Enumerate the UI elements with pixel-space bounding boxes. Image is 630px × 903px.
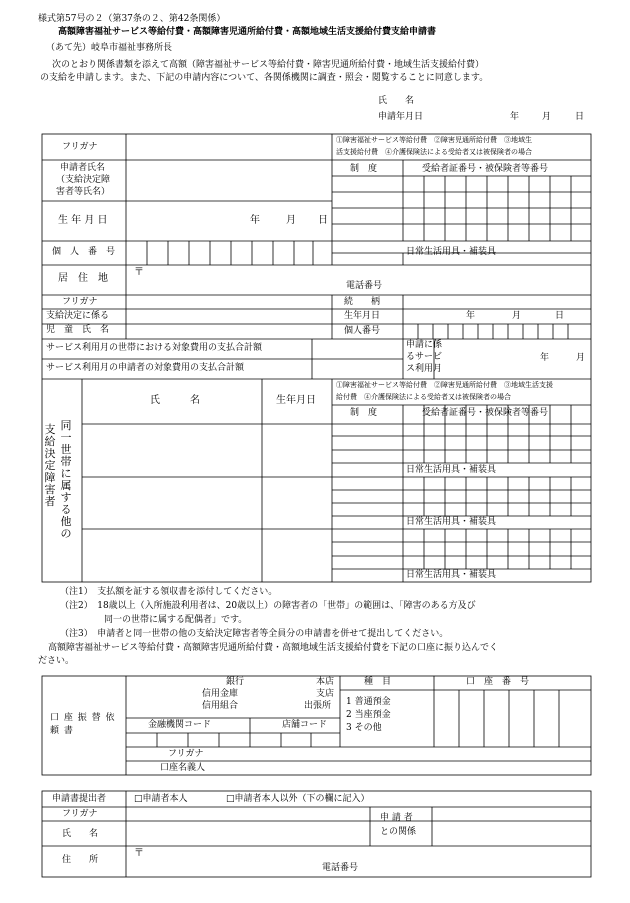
others-note-1: ①障害福祉サービス等給付費 ②障害児通所給付費 ③地域生活支援 — [336, 381, 553, 389]
submitter-postal-mark: 〒 — [134, 848, 144, 859]
submitter-self-checkbox[interactable]: □申請者本人 — [134, 794, 188, 804]
child-kojin-label: 個人番号 — [344, 326, 381, 336]
note-2a: （注2） 18歳以上（入所施設利用者は、20歳以上）の障害者の「世帯」の範囲は、「障害のある方及び — [60, 601, 476, 611]
child-furigana-label: フリガナ — [62, 297, 98, 307]
bank-code-label: 金融機関コード — [148, 720, 212, 730]
date-day: 日 — [575, 112, 585, 122]
nichijo-label: 日常生活用具・補装具 — [406, 247, 497, 257]
account-type-toza: 2 当座預金 — [346, 710, 391, 720]
submitter-other-checkbox[interactable]: □申請者本人以外（下の欄に記入） — [226, 794, 370, 804]
service-year: 年 — [540, 353, 550, 363]
date-month: 月 — [542, 112, 552, 122]
applicant-total-label: サービス利用月の申請者の対象費用の支払合計額 — [46, 363, 245, 373]
account-type-header: 種 目 — [364, 677, 392, 687]
applicant-note-1: ①障害福祉サービス等給付費 ②障害児通所給付費 ③地域生 — [336, 136, 532, 144]
others-nichijo-2: 日常生活用具・補装具 — [406, 517, 497, 527]
account-holder-label: 口座名義人 — [160, 763, 206, 773]
others-nichijo-1: 日常生活用具・補装具 — [406, 465, 497, 475]
applicant-name-label-2: （支給決定障 — [56, 175, 111, 185]
form-number: 様式第57号の２（第37条の２、第42条関係） — [38, 14, 226, 24]
birth-month: 月 — [286, 215, 296, 226]
intro-text-1: 次のとおり関係書類を添えて高額（障害福祉サービス等給付費・障害児通所給付費・地域生活支援給付費） — [52, 60, 485, 70]
jukyu-header: 受給者証番号・被保険者等番号 — [422, 164, 549, 174]
child-birth-year: 年 — [466, 311, 476, 321]
name-label: 氏 名 — [378, 96, 415, 106]
branch-code-label: 店舗コード — [282, 720, 328, 730]
submitter-furigana-label: フリガナ — [62, 809, 98, 819]
note-2b: 同一の世帯に属する配偶者」です。 — [104, 615, 248, 625]
applicant-name-label-3: 害者等氏名） — [56, 187, 111, 197]
child-birth-day: 日 — [555, 311, 565, 321]
others-birth-header: 生年月日 — [276, 395, 316, 406]
branch-type-honten: 本店 — [316, 677, 335, 687]
bank-type-kinko: 信用金庫 — [202, 689, 239, 699]
note-3: （注3） 申請者と同一世帯の他の支給決定障害者等全員分の申請書を併せて提出してください。 — [60, 629, 449, 639]
others-name-header: 氏 名 — [150, 395, 200, 406]
service-month-label-1: 申請に係 — [406, 340, 443, 350]
relation-label-2: との関係 — [380, 827, 417, 837]
branch-type-shucchojo: 出張所 — [304, 701, 332, 711]
bank-section-label: 口 座 振 替 依 頼 書 — [50, 713, 116, 736]
service-month: 月 — [576, 353, 586, 363]
household-total-label: サービス利用月の世帯における対象費用の支払合計額 — [46, 343, 263, 353]
account-type-futsu: 1 普通預金 — [346, 697, 391, 707]
submitter-label: 申請書提出者 — [52, 794, 107, 804]
account-type-other: 3 その他 — [346, 723, 382, 733]
transfer-text-1: 高額障害福祉サービス等給付費・高額障害児通所給付費・高額地域生活支援給付費を下記の口座に振り込んでく — [48, 643, 499, 653]
birth-label: 生 年 月 日 — [58, 215, 108, 226]
bank-type-ginko: 銀行 — [226, 677, 245, 687]
others-side-label-left: 支給決定障害者 — [44, 423, 56, 508]
others-side-label-right: 同一世帯に属する他の — [60, 419, 72, 540]
birth-year: 年 — [250, 215, 260, 226]
intro-text-2: の支給を申請します。また、下記の申請内容について、各関係機関に調査・照会・閲覧することに同意します。 — [40, 73, 489, 83]
applicant-note-2: 活支援給付費 ④介護保険法による受給者又は被保険者の場合 — [336, 148, 532, 156]
addressee: （あて先）岐阜市福祉事務所長 — [46, 43, 173, 53]
address-label: 居 住 地 — [58, 273, 108, 284]
account-number-header: 口 座 番 号 — [466, 677, 530, 687]
postal-mark: 〒 — [134, 267, 144, 278]
others-note-2: 給付費 ④介護保険法による受給者又は被保険者の場合 — [336, 393, 511, 401]
submitter-name-label: 氏 名 — [62, 829, 99, 839]
others-jukyu-header: 受給者証番号・被保険者等番号 — [422, 408, 549, 418]
seido-header: 制 度 — [350, 164, 378, 174]
service-month-label-2: るサービ — [406, 352, 443, 362]
submitter-address-label: 住 所 — [62, 855, 99, 865]
others-nichijo-3: 日常生活用具・補装具 — [406, 570, 497, 580]
service-month-label-3: ス利用月 — [406, 364, 443, 374]
form-title: 高額障害福祉サービス等給付費・高額障害児通所給付費・高額地域生活支援給付費支給申請書 — [58, 27, 437, 37]
branch-type-shiten: 支店 — [316, 689, 335, 699]
kojin-label: 個 人 番 号 — [52, 247, 116, 257]
child-label-1: 支給決定に係る — [46, 311, 110, 321]
applicant-furigana-label: フリガナ — [62, 142, 98, 152]
tsuzukigara-label: 続 柄 — [344, 297, 381, 307]
birth-day: 日 — [318, 215, 328, 226]
child-birth-month: 月 — [512, 311, 522, 321]
date-label: 申請年月日 — [378, 112, 424, 122]
phone-label: 電話番号 — [346, 281, 383, 291]
date-year: 年 — [510, 112, 520, 122]
applicant-name-label-1: 申請者氏名 — [60, 163, 106, 173]
note-1: （注1） 支払額を証する領収書を添付してください。 — [60, 587, 278, 597]
child-birth-label: 生年月日 — [344, 311, 381, 321]
submitter-phone-label: 電話番号 — [322, 863, 359, 873]
relation-label-1: 申 請 者 — [380, 813, 413, 823]
transfer-text-2: ださい。 — [38, 656, 75, 666]
others-seido-header: 制 度 — [350, 408, 378, 418]
child-label-2: 児 童 氏 名 — [46, 325, 110, 335]
bank-type-kumiai: 信用組合 — [202, 701, 239, 711]
account-holder-furigana-label: フリガナ — [168, 749, 204, 759]
